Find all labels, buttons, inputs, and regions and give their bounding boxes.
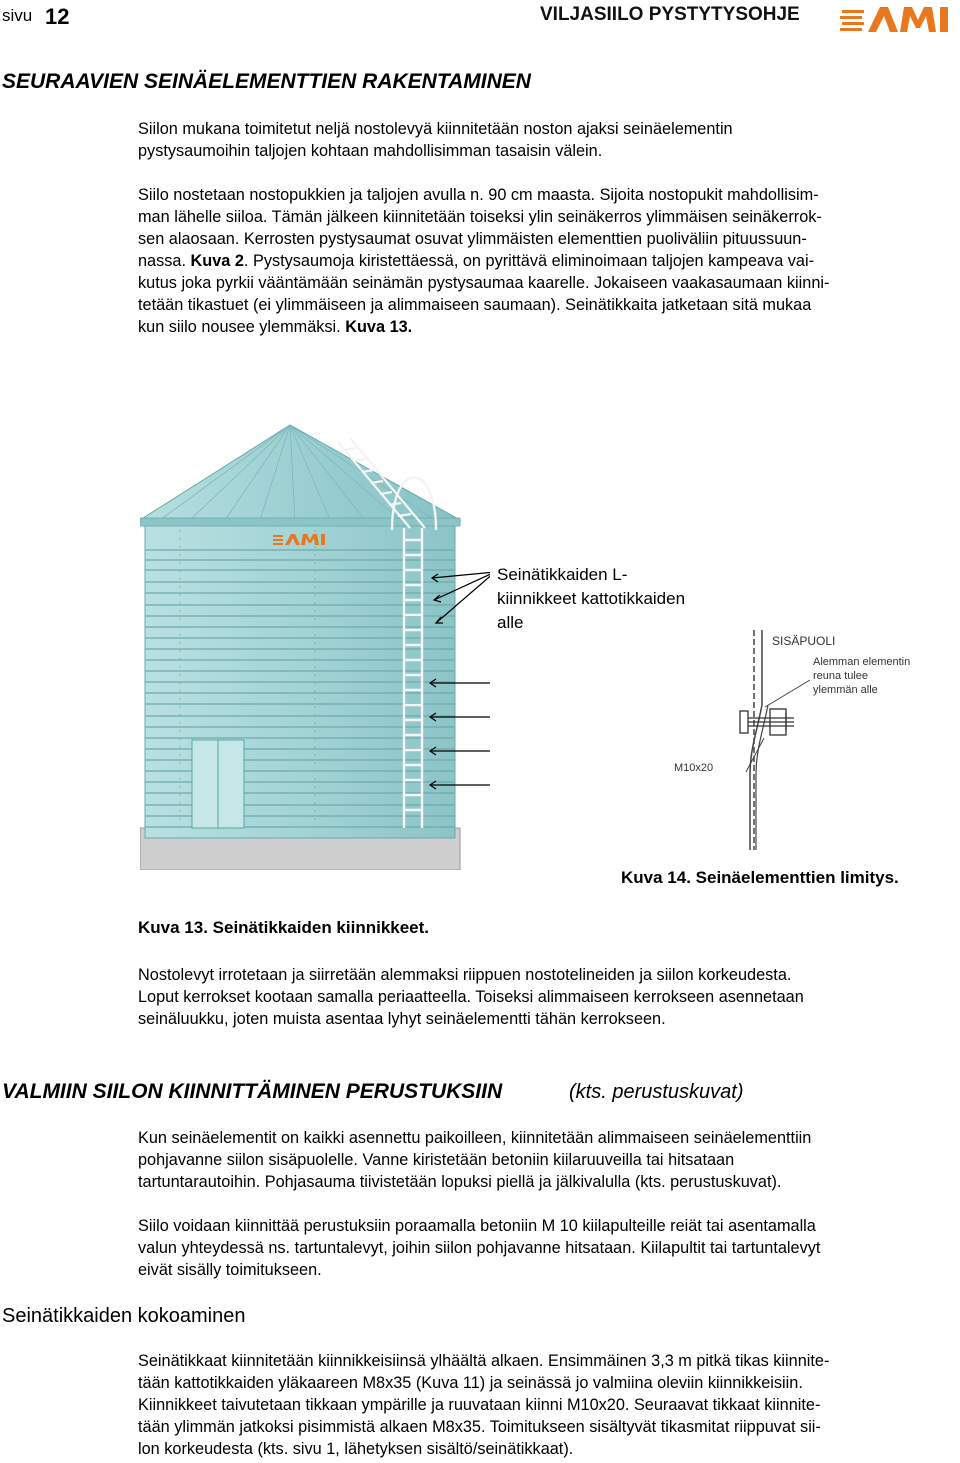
text-line: valun yhteydessä ns. tartuntalevyt, joihin siilon pohjavanne hitsataan. Kiilapultit tai tartuntalevyt <box>138 1239 821 1257</box>
paragraph-seinatikkaat <box>138 1350 938 1460</box>
silo-roof <box>140 425 460 520</box>
label-note-3: ylemmän alle <box>813 684 878 696</box>
text-line: Kun seinäelementit on kaikki asennettu paikoilleen, kiinnitetään alimmaiseen seinäelementtiin <box>138 1129 812 1147</box>
text-line: sen alaosaan. Kerrosten pystysaumat osuvat ylimmäisten elementtien puoliväliin pituussuun- <box>138 230 807 248</box>
section-heading-perustukset: VALMIIN SIILON KIINNITTÄMINEN PERUSTUKSIIN <box>2 1080 503 1103</box>
callout-line: kiinnikkeet kattotikkaiden <box>497 589 686 608</box>
text-line: lon korkeudesta (kts. sivu 1, lähetyksen sisältö/seinätikkaat). <box>138 1440 574 1458</box>
text-line: tään kattotikkaiden yläkaareen M8x35 (Kuva 11) ja seinässä jo valmiina oleviin kiinnikkeisiin. <box>138 1374 803 1392</box>
paragraph-pohjavanne <box>138 1127 928 1193</box>
text-span: . Pystysaumoja kiristettäessä, on pyrittävä eliminoimaan taljojen kampeava vai- <box>243 252 815 270</box>
paragraph-nostaminen <box>138 184 938 338</box>
text-line: seinäluukku, joten muista asentaa lyhyt seinäelementti tähän kerrokseen. <box>138 1010 666 1028</box>
text-line: pohjavanne siilon sisäpuolelle. Vanne kiristetään betoniin kiilaruuveilla tai hitsataan <box>138 1151 735 1169</box>
section-heading-seinatikkaat: Seinätikkaiden kokoaminen <box>2 1305 246 1327</box>
text-line: man lähelle siiloa. Tämän jälkeen kiinnitetään toiseksi ylin seinäkerros ylimmäisen seinäkerrok- <box>138 208 822 226</box>
callout-line: Seinätikkaiden L- <box>497 565 628 584</box>
text-line: tetään tikastuet (ei ylimmäiseen ja alimmaiseen saumaan). Seinätikkaita jatketaan sitä mukaa <box>138 296 812 314</box>
wall-overlap-detail <box>670 625 920 860</box>
sami-logo <box>840 4 956 41</box>
text-line: Nostolevyt irrotetaan ja siirretään alemmaksi riippuen nostotelineiden ja siilon korkeudesta. <box>138 966 792 984</box>
text-line: tään ylimmän jatkoksi pisimmistä alkaen M8x35. Toimitukseen sisältyvät tikasmitat riippuvat sii- <box>138 1418 821 1436</box>
label-note-1: Alemman elementin <box>813 656 911 668</box>
callout-line: alle <box>497 613 524 632</box>
paragraph-kiinnitys <box>138 1215 938 1281</box>
text-line: Seinätikkaat kiinnitetään kiinnikkeisiinsä ylhäältä alkaen. Ensimmäinen 3,3 m pitkä tikas kiinnite- <box>138 1352 830 1370</box>
text-line: kutus joka pyrkii vääntämään seinämän pystysaumaa kaarelle. Jokaiseen vaakasaumaan kiinni- <box>138 274 830 292</box>
figure-caption-13: Kuva 13. Seinätikkaiden kiinnikkeet. <box>138 918 430 937</box>
document-title: VILJASIILO PYSTYTYSOHJE <box>540 4 800 25</box>
section-heading-seinaelementit: SEURAAVIEN SEINÄELEMENTTIEN RAKENTAMINEN <box>2 70 531 93</box>
text-line: tartuntarautoihin. Pohjasauma tiivistetään lopuksi piellä ja jälkivalulla (kts. perustuskuvat). <box>138 1173 782 1191</box>
label-note-2: reuna tulee <box>813 670 869 682</box>
silo-illustration <box>140 420 490 875</box>
figure-reference: Kuva 2 <box>190 252 244 270</box>
paragraph-nostolevyt-siirto <box>138 964 928 1030</box>
text-line <box>138 250 938 272</box>
section-heading-note: (kts. perustuskuvat) <box>569 1081 744 1103</box>
figure-reference: Kuva 13. <box>345 318 413 336</box>
text-line <box>138 316 938 338</box>
page-number: 12 <box>45 4 70 29</box>
text-line: Siilo voidaan kiinnittää perustuksiin poraamalla betoniin M 10 kiilapulteille reiät tai asentamalla <box>138 1217 816 1235</box>
label-inside: SISÄPUOLI <box>772 634 836 648</box>
text-line: pystysaumoihin taljojen kohtaan mahdollisimman tasaisin välein. <box>138 142 603 160</box>
bolt-icon <box>740 709 794 735</box>
text-span: kun siilo nousee ylemmäksi. <box>138 318 346 336</box>
label-bolt: M10x20 <box>674 762 714 774</box>
text-line: eivät sisälly toimitukseen. <box>138 1261 322 1279</box>
text-line: Kiinnikkeet taivutetaan tikkaan ympärille ja ruuvataan kiinni M10x20. Seuraavat tikkaat kiinnite- <box>138 1396 821 1414</box>
paragraph-nostolevyt <box>138 118 928 162</box>
figure-caption-14: Kuva 14. Seinäelementtien limitys. <box>621 868 899 887</box>
text-line: Siilo nostetaan nostopukkien ja taljojen avulla n. 90 cm maasta. Sijoita nostopukit mahdollisim- <box>138 186 819 204</box>
text-line: Loput kerrokset kootaan samalla periaatteella. Toiseksi alimmaiseen kerrokseen asennetaan <box>138 988 804 1006</box>
text-span: nassa. <box>138 252 191 270</box>
header-sivu-label: sivu <box>2 6 33 25</box>
text-line: Siilon mukana toimitetut neljä nostolevyä kiinnitetään noston ajaksi seinäelementin <box>138 120 733 138</box>
